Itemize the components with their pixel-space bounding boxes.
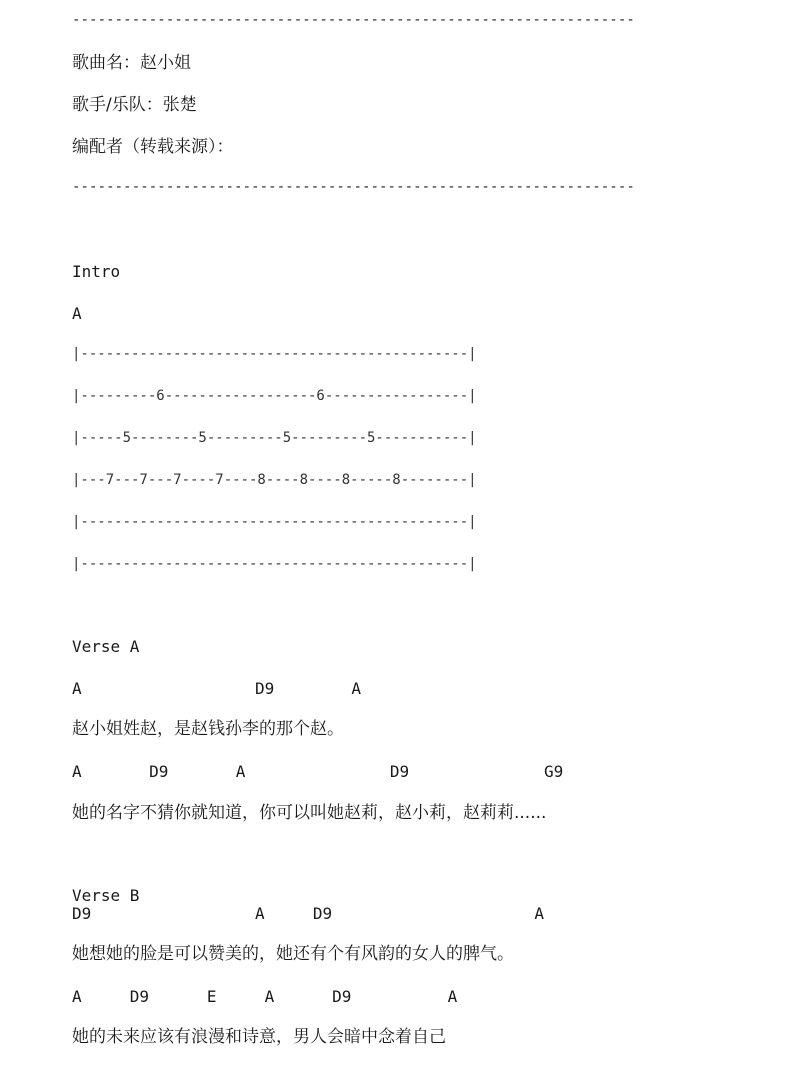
verse-b-chords-1: D9 A D9 A [72, 904, 545, 923]
verse-b-chords-2: A D9 E A D9 A [72, 987, 458, 1006]
arranger-line: 编配者（转载来源）： [72, 137, 234, 157]
verse-a-chords-2: A D9 A D9 G9 [72, 762, 564, 781]
verse-b-label: Verse B [72, 886, 140, 905]
tab-string-5: |----------------------------------------------| [72, 514, 477, 530]
header-rule-top: ------------------------------------------------------------------ [72, 12, 635, 28]
verse-a-label: Verse A [72, 637, 140, 656]
header-rule-bottom: ------------------------------------------------------------------ [72, 179, 635, 195]
intro-label: Intro [72, 262, 121, 281]
verse-a-lyric-2: 她的名字不猜你就知道，你可以叫她赵莉，赵小莉，赵莉莉...... [72, 803, 547, 823]
verse-a-chords-1: A D9 A [72, 679, 361, 698]
verse-b-lyric-2: 她的未来应该有浪漫和诗意，男人会暗中念着自己 [72, 1027, 446, 1047]
artist-line: 歌手/乐队：张楚 [72, 95, 197, 115]
verse-a-lyric-1: 赵小姐姓赵，是赵钱孙李的那个赵。 [72, 719, 344, 739]
intro-chord: A [72, 304, 82, 323]
verse-b-lyric-1: 她想她的脸是可以赞美的，她还有个有风韵的女人的脾气。 [72, 944, 514, 964]
tab-string-3: |-----5--------5---------5---------5-----------| [72, 430, 477, 446]
tab-string-1: |----------------------------------------------| [72, 346, 477, 362]
tab-string-2: |---------6------------------6-----------------| [72, 388, 477, 404]
tab-string-4: |---7---7---7----7----8----8----8-----8--------| [72, 472, 477, 488]
song-title: 歌曲名：赵小姐 [72, 53, 191, 73]
tab-string-6: |----------------------------------------------| [72, 556, 477, 572]
